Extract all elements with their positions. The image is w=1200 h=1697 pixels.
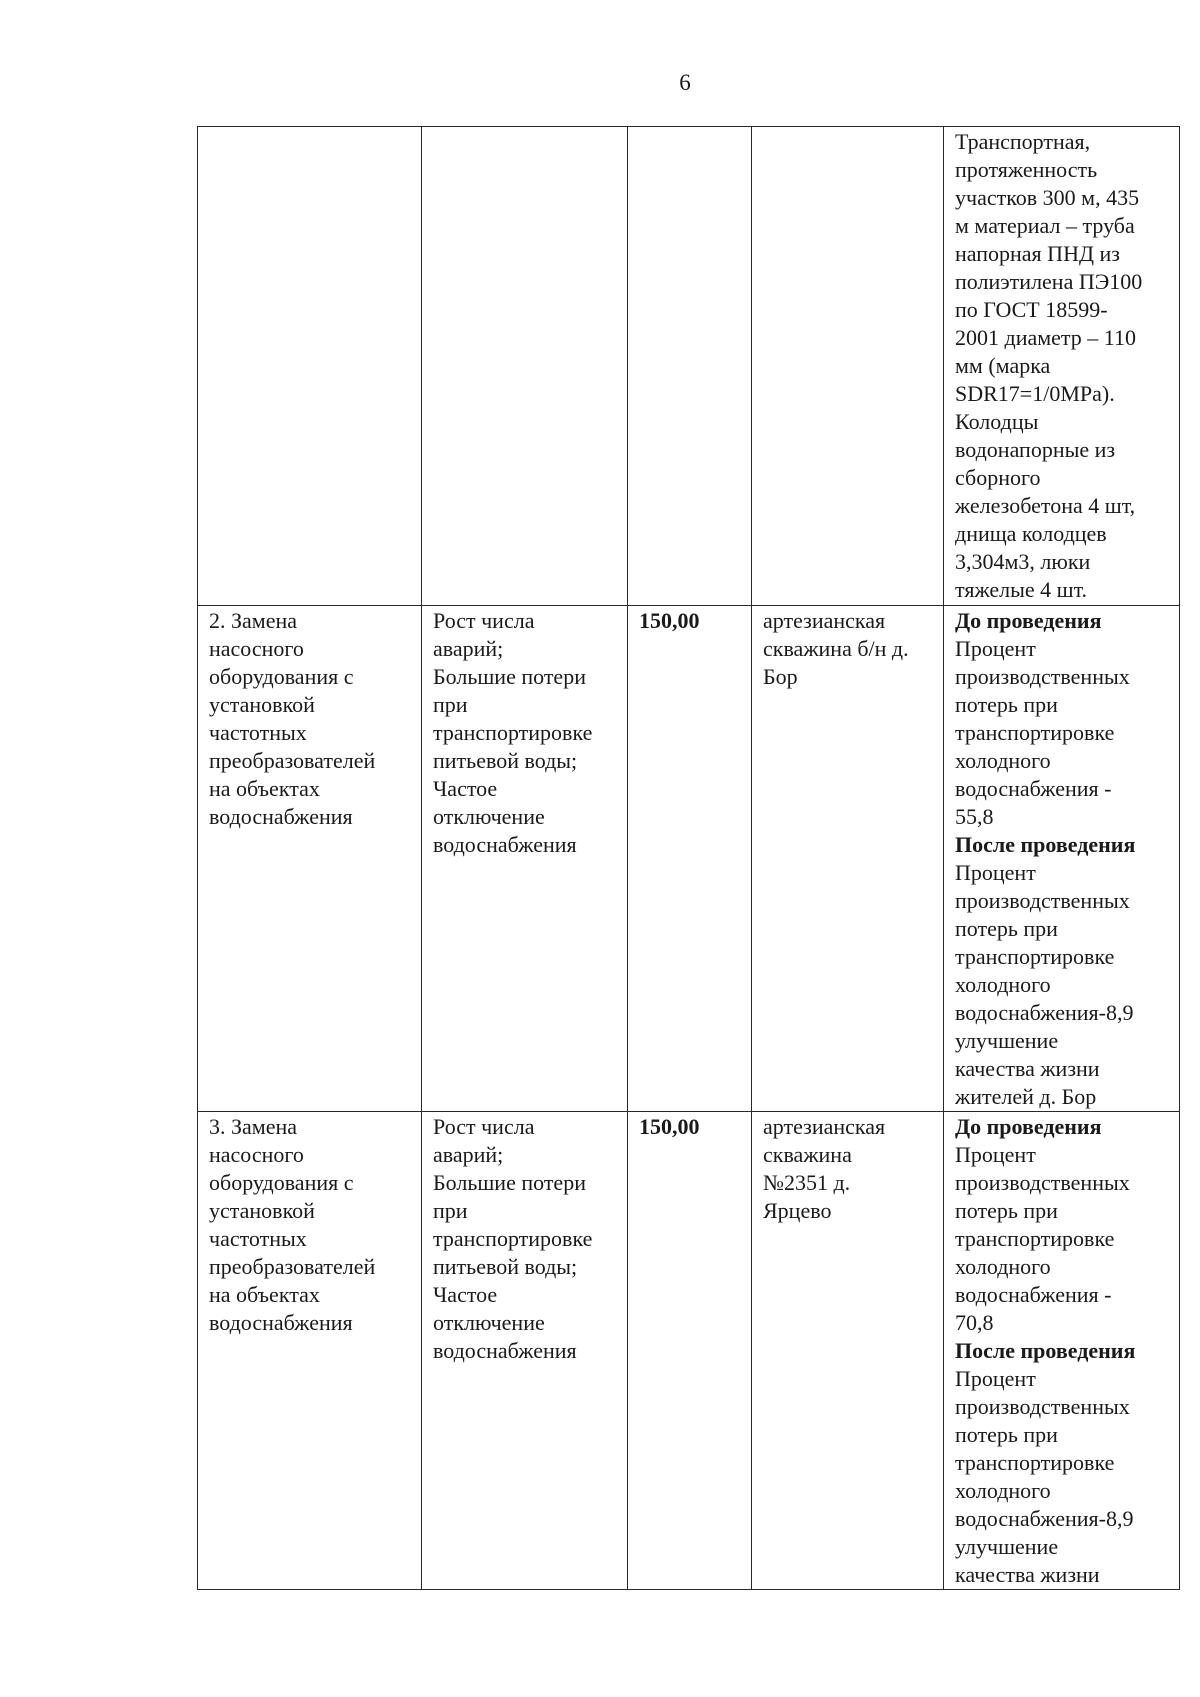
measure-cell [198, 127, 422, 606]
text-line: 70,8 [955, 1310, 994, 1335]
measure-text [209, 1113, 412, 1337]
object-text [763, 607, 934, 691]
cost-value: 150,00 [639, 1114, 700, 1139]
measure-cell [198, 1112, 422, 1590]
text-line: Транспортная, [955, 129, 1091, 154]
text-line: Процент [955, 1142, 1036, 1167]
text-line: транспортировке [433, 720, 593, 745]
table-row [198, 127, 1180, 606]
reason-cell [422, 127, 628, 606]
text-line: на объектах [209, 776, 320, 801]
text-line: частотных [209, 720, 307, 745]
text-line: Рост числа [433, 608, 535, 633]
reason-cell [422, 606, 628, 1112]
text-line: 2. Замена [209, 608, 298, 633]
text-line: качества жизни [955, 1562, 1100, 1587]
text-line: производственных [955, 1394, 1130, 1419]
text-line: отключение [433, 804, 545, 829]
effect-cell [944, 127, 1180, 606]
text-line: водоснабжения - [955, 776, 1112, 801]
reason-text [433, 1113, 618, 1365]
text-line: питьевой воды; [433, 1254, 578, 1279]
text-line: оборудования с [209, 664, 354, 689]
text-line: скважина [763, 1142, 852, 1167]
text-line: железобетона 4 шт, [955, 493, 1136, 518]
before-heading: До проведения [955, 1114, 1102, 1139]
object-cell [752, 1112, 944, 1590]
measure-cell [198, 606, 422, 1112]
after-text [955, 1365, 1170, 1589]
text-line: водонапорные из [955, 437, 1116, 462]
after-text [955, 859, 1170, 1111]
text-line: водоснабжения [433, 832, 577, 857]
text-line: полиэтилена ПЭ100 [955, 269, 1143, 294]
text-line: при [433, 1198, 468, 1223]
cost-cell [628, 127, 752, 606]
text-line: потерь при [955, 1422, 1058, 1447]
text-line: водоснабжения - [955, 1282, 1112, 1307]
text-line: участков 300 м, 435 [955, 185, 1140, 210]
text-line: производственных [955, 1170, 1130, 1195]
text-line: тяжелые 4 шт. [955, 577, 1088, 602]
effect-text [955, 128, 1170, 604]
reason-cell [422, 1112, 628, 1590]
text-line: водоснабжения [209, 804, 353, 829]
text-line: на объектах [209, 1282, 320, 1307]
text-line: транспортировке [433, 1226, 593, 1251]
reason-text [433, 607, 618, 859]
text-line: транспортировке [955, 720, 1115, 745]
text-line: протяженность [955, 157, 1098, 182]
text-line: Большие потери [433, 1170, 586, 1195]
table-row [198, 1112, 1180, 1590]
text-line: SDR17=1/0MPa). [955, 381, 1115, 406]
text-line: при [433, 692, 468, 717]
text-line: транспортировке [955, 1450, 1115, 1475]
measures-table-container [197, 126, 1179, 1590]
cost-value: 150,00 [639, 608, 700, 633]
text-line: Процент [955, 636, 1036, 661]
text-line: Частое [433, 1282, 498, 1307]
text-line: напорная ПНД из [955, 241, 1120, 266]
before-heading: До проведения [955, 608, 1102, 633]
text-line: мм (марка [955, 353, 1051, 378]
text-line: аварий; [433, 636, 504, 661]
text-line: Процент [955, 860, 1036, 885]
object-cell [752, 127, 944, 606]
text-line: м материал – труба [955, 213, 1135, 238]
table-row [198, 606, 1180, 1112]
object-cell [752, 606, 944, 1112]
text-line: артезианская [763, 608, 886, 633]
text-line: водоснабжения-8,9 [955, 1506, 1134, 1531]
measure-text [209, 607, 412, 831]
text-line: по ГОСТ 18599- [955, 297, 1108, 322]
text-line: потерь при [955, 1198, 1058, 1223]
text-line: преобразователей [209, 1254, 376, 1279]
text-line: холодного [955, 1478, 1051, 1503]
text-line: питьевой воды; [433, 748, 578, 773]
effect-cell [944, 1112, 1180, 1590]
text-line: производственных [955, 888, 1130, 913]
text-line: потерь при [955, 692, 1058, 717]
text-line: водоснабжения [209, 1310, 353, 1335]
measures-table [197, 126, 1180, 1590]
text-line: 3. Замена [209, 1114, 298, 1139]
effect-cell [944, 606, 1180, 1112]
cost-cell [628, 1112, 752, 1590]
text-line: Процент [955, 1366, 1036, 1391]
after-heading: После проведения [955, 832, 1136, 857]
text-line: улучшение [955, 1534, 1059, 1559]
text-line: насосного [209, 636, 304, 661]
text-line: Ярцево [763, 1198, 832, 1223]
text-line: 55,8 [955, 804, 994, 829]
text-line: производственных [955, 664, 1130, 689]
text-line: аварий; [433, 1142, 504, 1167]
text-line: днища колодцев [955, 521, 1107, 546]
before-text [955, 635, 1170, 831]
text-line: транспортировке [955, 944, 1115, 969]
text-line: артезианская [763, 1114, 886, 1139]
text-line: Бор [763, 664, 798, 689]
text-line: №2351 д. [763, 1170, 851, 1195]
text-line: водоснабжения [433, 1338, 577, 1363]
text-line: Рост числа [433, 1114, 535, 1139]
text-line: насосного [209, 1142, 304, 1167]
text-line: водоснабжения-8,9 [955, 1000, 1134, 1025]
text-line: 2001 диаметр – 110 [955, 325, 1136, 350]
cost-cell [628, 606, 752, 1112]
text-line: частотных [209, 1226, 307, 1251]
text-line: транспортировке [955, 1226, 1115, 1251]
text-line: холодного [955, 972, 1051, 997]
text-line: качества жизни [955, 1056, 1100, 1081]
text-line: отключение [433, 1310, 545, 1335]
before-text [955, 1141, 1170, 1337]
text-line: 3,304м3, люки [955, 549, 1091, 574]
text-line: установкой [209, 1198, 315, 1223]
after-heading: После проведения [955, 1338, 1136, 1363]
object-text [763, 1113, 934, 1225]
text-line: потерь при [955, 916, 1058, 941]
text-line: установкой [209, 692, 315, 717]
text-line: оборудования с [209, 1170, 354, 1195]
text-line: преобразователей [209, 748, 376, 773]
page-number: 6 [679, 70, 691, 95]
text-line: Большие потери [433, 664, 586, 689]
text-line: холодного [955, 1254, 1051, 1279]
text-line: Колодцы [955, 409, 1039, 434]
text-line: улучшение [955, 1028, 1059, 1053]
text-line: скважина б/н д. [763, 636, 909, 661]
text-line: Частое [433, 776, 498, 801]
text-line: жителей д. Бор [955, 1084, 1097, 1109]
text-line: холодного [955, 748, 1051, 773]
text-line: сборного [955, 465, 1041, 490]
